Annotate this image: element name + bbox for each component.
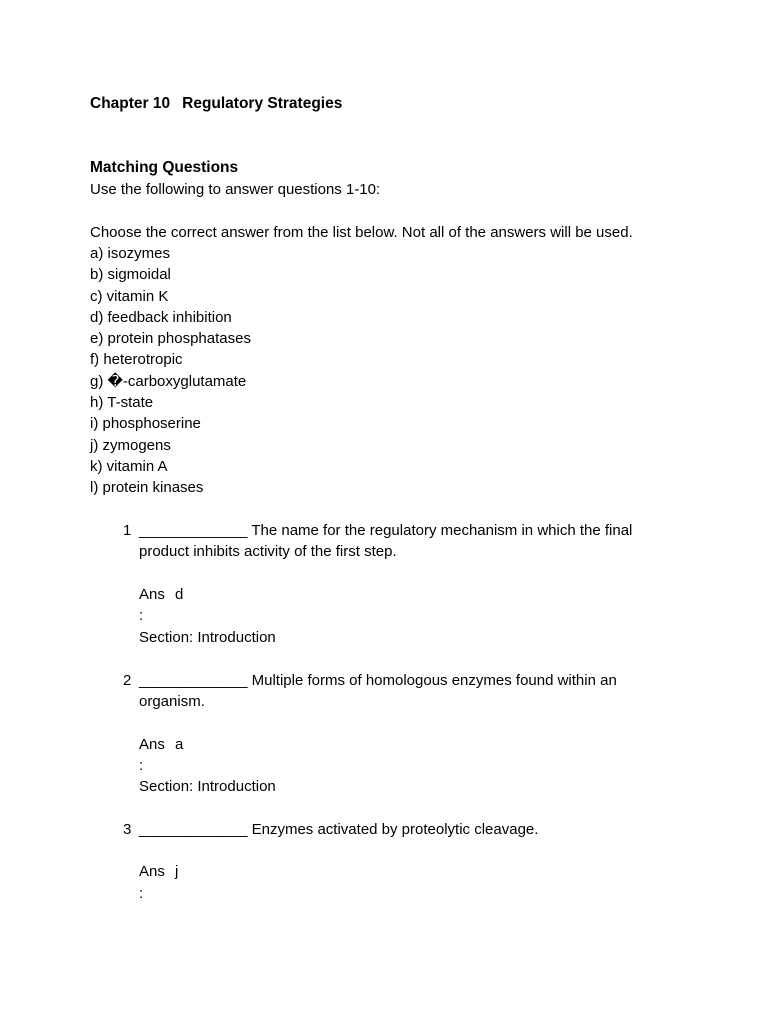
answer-value: d [175, 586, 184, 603]
chapter-heading [90, 93, 342, 114]
answer-line [139, 734, 183, 755]
question-number: 3 [123, 821, 132, 838]
choice-item: l) protein kinases [90, 479, 204, 496]
question-text-line: organism. [139, 693, 205, 710]
answer-line [139, 584, 183, 605]
choice-item: h) T-state [90, 394, 154, 411]
question-text-line: product inhibits activity of the first step. [139, 543, 397, 560]
answer-line [139, 861, 178, 882]
choice-item: j) zymogens [90, 437, 171, 454]
choice-item: g) �-carboxyglutamate [90, 373, 247, 390]
answer-colon: : [139, 607, 144, 624]
question-text-line: _____________ The name for the regulatory mechanism in which the final [139, 522, 633, 539]
choice-item: b) sigmoidal [90, 266, 171, 283]
choice-item: a) isozymes [90, 245, 171, 262]
choice-item: k) vitamin A [90, 458, 168, 475]
answer-value: a [175, 736, 184, 753]
answer-colon: : [139, 757, 144, 774]
choice-item: d) feedback inhibition [90, 309, 232, 326]
chapter-title: Regulatory Strategies [182, 95, 343, 112]
question-section: Section: Introduction [139, 778, 276, 795]
question-section: Section: Introduction [139, 629, 276, 646]
question-number: 2 [123, 672, 132, 689]
section-instructions: Choose the correct answer from the list below. Not all of the answers will be used. [90, 224, 633, 241]
question-number: 1 [123, 522, 132, 539]
section-intro: Use the following to answer questions 1-10: [90, 181, 381, 198]
choice-item: c) vitamin K [90, 288, 169, 305]
answer-label: Ans [139, 863, 165, 880]
choice-item: i) phosphoserine [90, 415, 201, 432]
answer-value: j [175, 863, 179, 880]
chapter-number: Chapter 10 [90, 95, 171, 112]
choice-item: f) heterotropic [90, 351, 183, 368]
section-heading: Matching Questions [90, 159, 239, 176]
question-text-line: _____________ Multiple forms of homologous enzymes found within an [139, 672, 617, 689]
answer-label: Ans [139, 586, 165, 603]
answer-colon: : [139, 885, 144, 902]
question-text-line: _____________ Enzymes activated by proteolytic cleavage. [139, 821, 539, 838]
choice-item: e) protein phosphatases [90, 330, 251, 347]
answer-label: Ans [139, 736, 165, 753]
